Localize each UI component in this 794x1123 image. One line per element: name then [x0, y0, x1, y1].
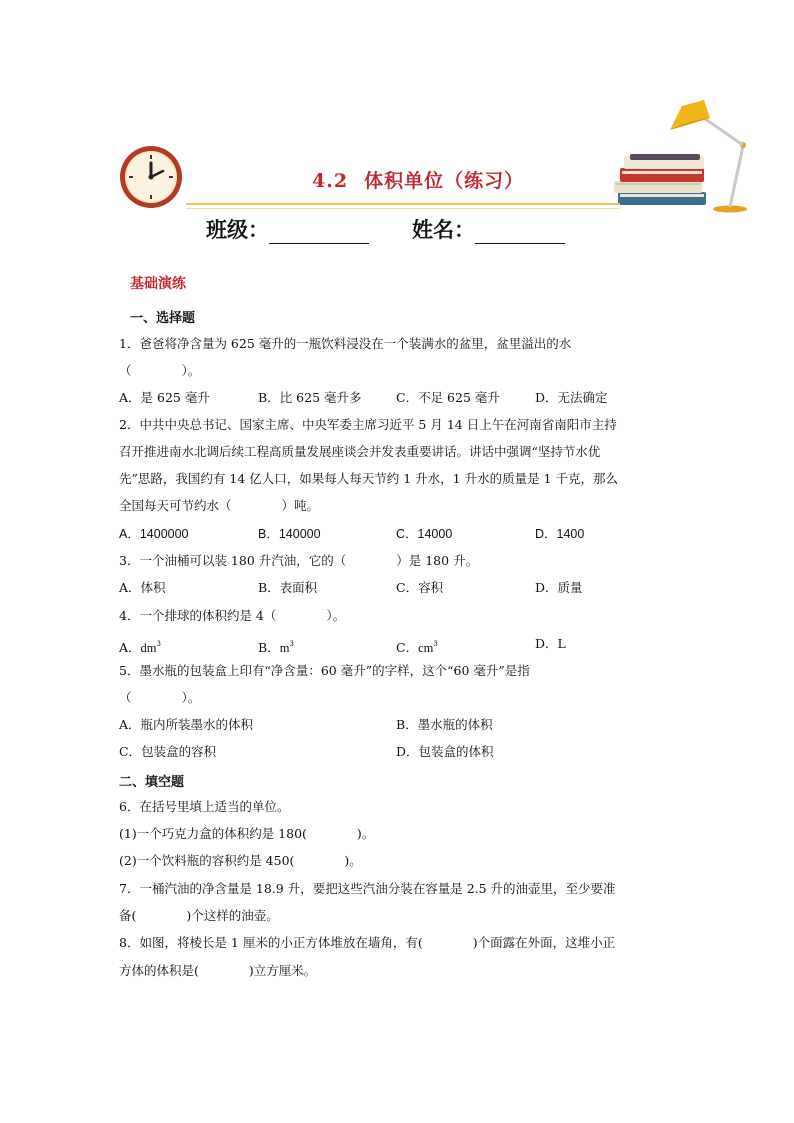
- title-number: 4.2: [312, 170, 349, 192]
- section-title: 基础演练: [130, 276, 186, 292]
- q6-line1: 6．在括号里填上适当的单位。: [119, 799, 290, 814]
- q4-option-d-unit: L: [557, 636, 566, 651]
- q2-options: [119, 525, 679, 543]
- q4-options: [119, 635, 679, 653]
- q4-option-a-unit: dm: [140, 641, 157, 655]
- q3-option-c[interactable]: C．容积: [396, 580, 444, 595]
- q3-option-d[interactable]: D．质量: [535, 580, 583, 595]
- q4-option-b-sup: 3: [289, 640, 294, 648]
- q4-option-c[interactable]: [396, 635, 438, 657]
- q4-option-b-prefix: B．: [258, 640, 280, 655]
- q4-option-d-prefix: D．: [535, 636, 558, 651]
- title-rule-thin: [186, 208, 620, 209]
- q3-line1: 3．一个油桶可以装 180 升汽油，它的（ ）是 180 升。: [119, 553, 479, 568]
- q2-line1: 2．中共中央总书记、国家主席、中央军委主席习近平 5 月 14 日上午在河南省南阳市主持: [119, 417, 617, 432]
- q2-option-d[interactable]: D．1400: [535, 527, 585, 541]
- q1-option-b[interactable]: B．比 625 毫升多: [258, 390, 362, 405]
- q4-option-c-unit: cm: [418, 641, 434, 655]
- q2-option-a[interactable]: A．1400000: [119, 527, 189, 541]
- q8-line2: 方体的体积是( )立方厘米。: [119, 963, 317, 978]
- q5-option-d[interactable]: D．包装盒的体积: [396, 744, 494, 759]
- q4-option-b[interactable]: [258, 635, 294, 657]
- q6-sub1: (1)一个巧克力盒的体积约是 180( )。: [119, 826, 375, 841]
- q8-line1: 8．如图，将棱长是 1 厘米的小正方体堆放在墙角，有( )个面露在外面，这堆小正: [119, 935, 616, 950]
- page-title: [312, 166, 524, 193]
- clock-icon: [118, 144, 184, 210]
- q4-option-a-sup: 3: [156, 640, 161, 648]
- class-field: [206, 214, 369, 244]
- q4-option-d[interactable]: [535, 635, 566, 653]
- q4-option-b-unit: m: [279, 641, 290, 655]
- q5-line1: 5．墨水瓶的包装盒上印有“净含量：60 毫升”的字样，这个“60 毫升”是指: [119, 663, 530, 678]
- class-blank[interactable]: [269, 219, 369, 244]
- q2-line2: 召开推进南水北调后续工程高质量发展座谈会并发表重要讲话。讲话中强调“坚持节水优: [119, 444, 601, 459]
- q2-line4: 全国每天可节约水（ ）吨。: [119, 498, 320, 513]
- q3-option-b[interactable]: B．表面积: [258, 580, 318, 595]
- q4-line1: 4．一个排球的体积约是 4（ ）。: [119, 608, 346, 623]
- q1-option-a[interactable]: A．是 625 毫升: [119, 390, 210, 405]
- q2-option-c[interactable]: C．14000: [396, 527, 453, 541]
- q4-option-c-sup: 3: [433, 640, 438, 648]
- q1-line2: （ ）。: [119, 363, 201, 378]
- q5-option-c[interactable]: C．包装盒的容积: [119, 744, 217, 759]
- q5-option-a[interactable]: A．瓶内所装墨水的体积: [119, 717, 254, 732]
- class-label: 班级：: [206, 217, 269, 242]
- q5-options-row1: [119, 716, 679, 734]
- q6-sub2: (2)一个饮料瓶的容积约是 450( )。: [119, 853, 362, 868]
- q1-options: [119, 389, 679, 407]
- q4-option-a[interactable]: [119, 635, 161, 657]
- part2-title: 二、填空题: [119, 775, 185, 790]
- name-blank[interactable]: [475, 219, 565, 244]
- q5-options-row2: [119, 743, 679, 761]
- q4-option-c-prefix: C．: [396, 640, 419, 655]
- q1-option-d[interactable]: D．无法确定: [535, 390, 608, 405]
- name-label: 姓名：: [412, 217, 475, 242]
- q7-line2: 备( )个这样的油壶。: [119, 908, 279, 923]
- q2-option-b[interactable]: B．140000: [258, 527, 321, 541]
- q3-option-a[interactable]: A．体积: [119, 580, 166, 595]
- q4-option-a-prefix: A．: [119, 640, 141, 655]
- q1-line1: 1．爸爸将净含量为 625 毫升的一瓶饮料浸没在一个装满水的盆里，盆里溢出的水: [119, 336, 572, 351]
- q5-line2: （ ）。: [119, 690, 201, 705]
- q2-line3: 先”思路，我国约有 14 亿人口，如果每人每天节约 1 升水，1 升水的质量是 1 千克，那么: [119, 471, 618, 486]
- q7-line1: 7．一桶汽油的净含量是 18.9 升，要把这些汽油分装在容量是 2.5 升的油壶里，至少要准: [119, 881, 616, 896]
- title-rule: [186, 203, 620, 205]
- title-text: 体积单位（练习）: [364, 170, 525, 192]
- books-lamp-illustration: [612, 96, 754, 216]
- name-field: [412, 214, 565, 244]
- q1-option-c[interactable]: C．不足 625 毫升: [396, 390, 500, 405]
- part1-title: 一、选择题: [130, 311, 196, 326]
- q3-options: [119, 579, 679, 597]
- q5-option-b[interactable]: B．墨水瓶的体积: [396, 717, 493, 732]
